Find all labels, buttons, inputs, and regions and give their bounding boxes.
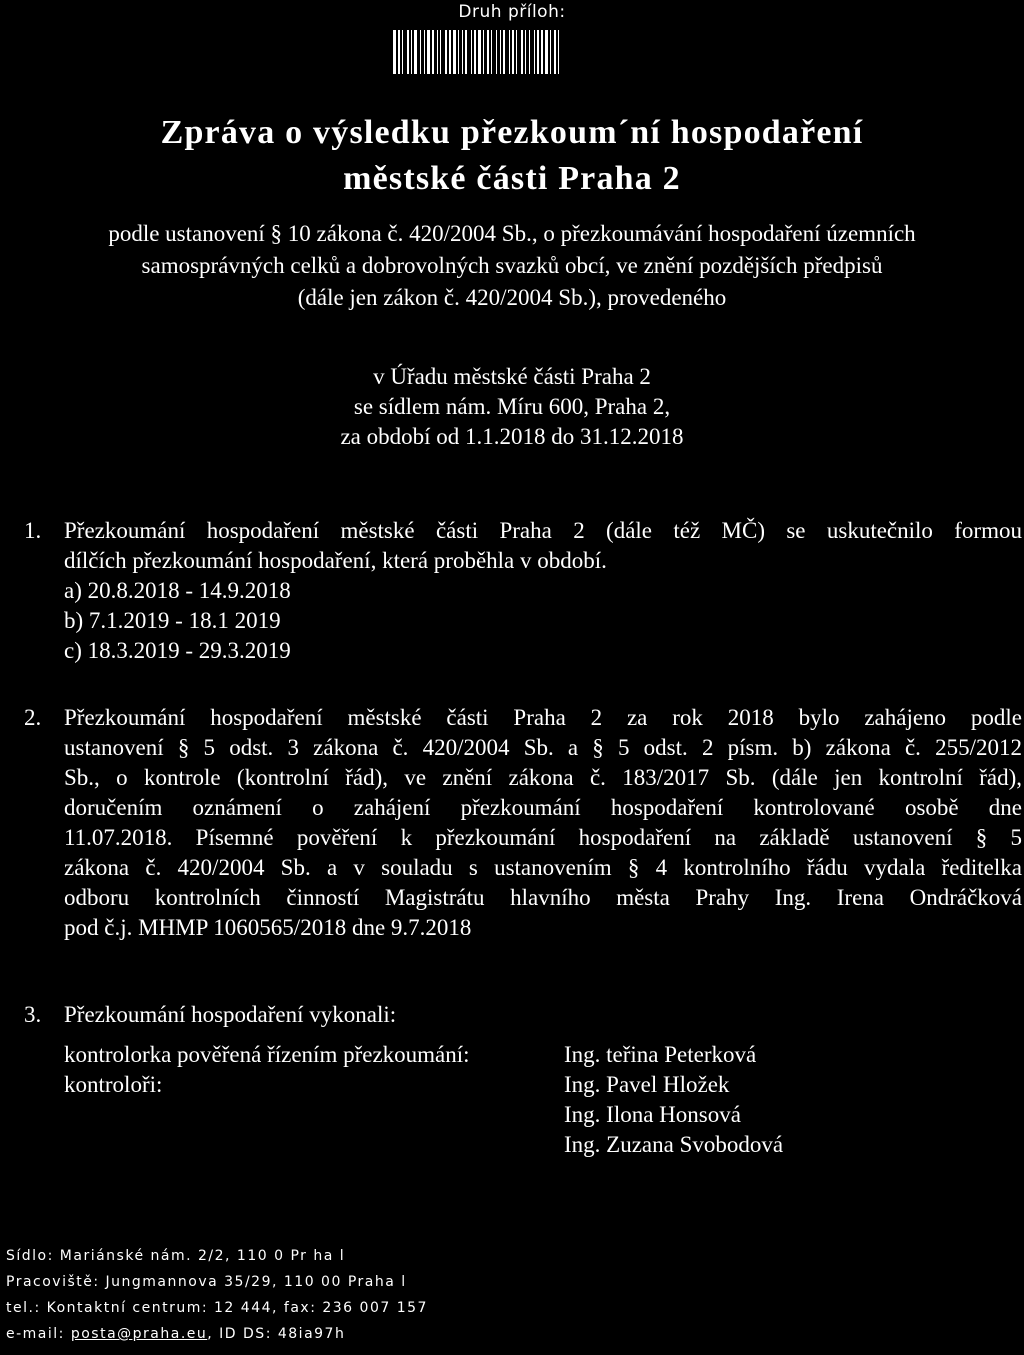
section-number: 1. [24,518,42,543]
document-title [0,110,1024,202]
section-2-line-3: Sb., o kontrole (kontrolní řád), ve znění zákona č. 183/2017 Sb. (dále jen kontrolní řád), [64,765,1022,790]
office-line-1: v Úřadu městské části Praha 2 [373,364,651,389]
section-2-line-2: ustanovení § 5 odst. 3 zákona č. 420/2004 Sb. a § 5 odst. 2 písm. b) zákona č. 255/2012 [64,735,1022,760]
footer-email-prefix: e-mail: [6,1326,71,1342]
section-1-line-1: Přezkoumání hospodaření městské části Praha 2 (dále též MČ) se uskutečnilo formou [64,518,1022,543]
section-2-line-1: Přezkoumání hospodaření městské části Praha 2 za rok 2018 bylo zahájeno podle [64,705,1022,730]
office-line-2: se sídlem nám. Míru 600, Praha 2, [353,394,671,419]
lead-inspector-label: kontrolorka pověřená řízením přezkoumání: [64,1042,470,1067]
section-3 [24,1000,1024,1170]
section-1 [24,516,1024,676]
inspector-name: Ing. Ilona Honsová [564,1102,741,1127]
email-link[interactable]: posta@praha.eu [70,1326,208,1342]
title-line-2: městské části Praha 2 [343,160,681,197]
intro-line-3: (dále jen zákon č. 420/2004 Sb.), provedeného [297,285,727,310]
section-3-heading: Přezkoumání hospodaření vykonali: [64,1002,397,1027]
title-line-1: Zpráva o výsledku přezkoum´ní hospodaření [160,114,864,151]
section-2-line-8: pod č.j. MHMP 1060565/2018 dne 9.7.2018 [64,915,472,940]
office-info [0,362,1024,452]
period-a: a) 20.8.2018 - 14.9.2018 [64,578,291,603]
footer-id-ds: , ID DS: 48ia97h [207,1326,346,1342]
period-b: b) 7.1.2019 - 18.1 2019 [64,608,281,633]
footer-workplace: Pracoviště: Jungmannova 35/29, 110 00 Praha l [6,1274,407,1290]
intro-line-2: samosprávných celků a dobrovolných svazků obcí, ve znění pozdějších předpisů [141,253,883,278]
footer-phone: tel.: Kontaktní centrum: 12 444, fax: 236 007 157 [6,1300,428,1316]
inspectors-label: kontroloři: [64,1072,163,1097]
footer-contact [6,1243,428,1347]
section-2-line-4: doručením oznámení o zahájení přezkoumání hospodaření kontrolované osobě dne [64,795,1022,820]
section-number: 3. [24,1002,42,1027]
footer-address: Sídlo: Mariánské nám. 2/2, 110 0 Pr ha l [6,1248,346,1264]
footer-email-line [6,1321,428,1347]
barcode [393,30,665,74]
section-2-line-7: odboru kontrolních činností Magistrátu hlavního města Prahy Ing. Irena Ondráčková [64,885,1022,910]
section-2 [24,703,1024,963]
office-line-3: za období od 1.1.2018 do 31.12.2018 [340,424,684,449]
inspector-name: Ing. Pavel Hložek [564,1072,730,1097]
inspector-name: Ing. Zuzana Svobodová [564,1132,784,1157]
legal-basis [0,218,1024,314]
intro-line-1: podle ustanovení § 10 zákona č. 420/2004 Sb., o přezkoumávání hospodaření územních [108,221,916,246]
period-c: c) 18.3.2019 - 29.3.2019 [64,638,291,663]
attachment-type-label: Druh příloh: [458,2,566,22]
section-number: 2. [24,705,42,730]
section-1-line-2: dílčích přezkoumání hospodaření, která proběhla v období. [64,548,607,573]
section-2-line-5: 11.07.2018. Písemné pověření k přezkoumání hospodaření na základě ustanovení § 5 [64,825,1022,850]
lead-inspector-name: Ing. teřina Peterková [564,1042,757,1067]
section-2-line-6: zákona č. 420/2004 Sb. a v souladu s ustanovením § 4 kontrolního řádu vydala ředitelka [64,855,1022,880]
